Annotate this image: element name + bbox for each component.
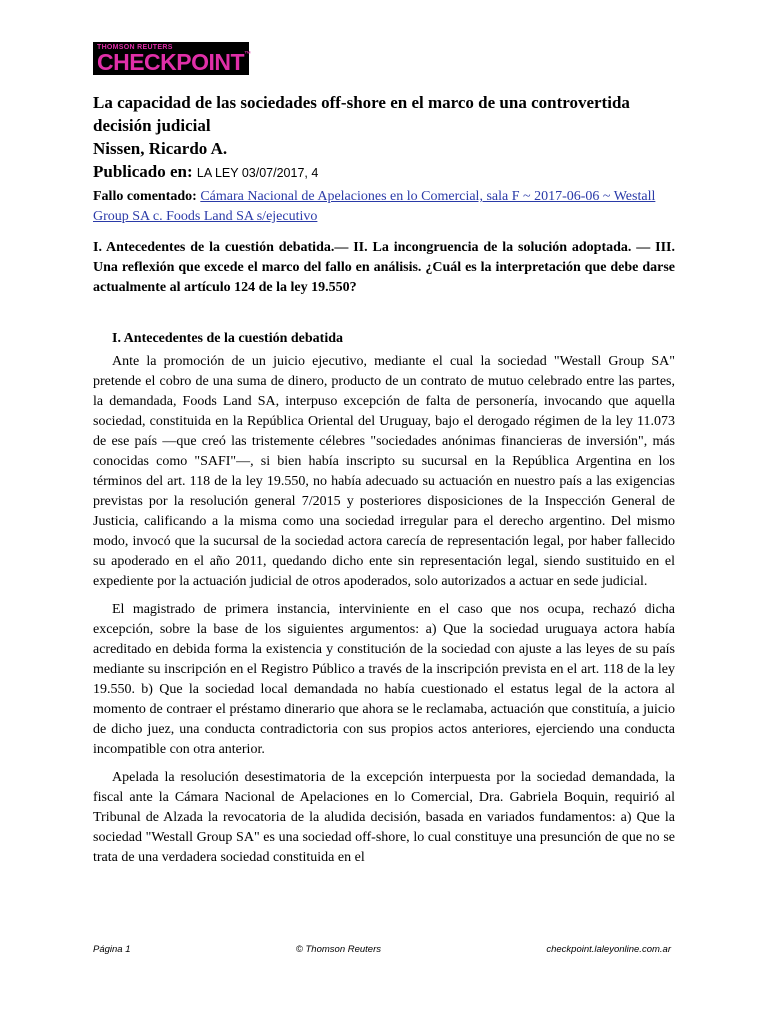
page-footer <box>93 944 671 955</box>
paragraph: El magistrado de primera instancia, interviniente en el caso que nos ocupa, rechazó dicha excepción, sobre la base de los siguientes argumentos: a) Que la sociedad uruguaya actora había acreditado en debida forma la existencia y constitución de la sociedad con ajuste a las leyes de su país mediante su inscripción en el Registro Público a través de la inscripción prevista en el art. 118 de la ley 19.550. b) Que la sociedad local demandada no había cuestionado el estatus legal de la actora al momento de contraer el préstamo dinerario que ahora se le reclamaba, actuación que constituía, a juicio de dicho juez, una conducta contradictoria con sus propios actos anteriores, ejerciendo una conducta incompatible con otra anterior. <box>93 602 675 757</box>
fallo-label: Fallo comentado: <box>93 189 197 204</box>
published-label: Publicado en: <box>93 162 193 181</box>
footer-copyright: © Thomson Reuters <box>295 944 382 955</box>
paragraph: Apelada la resolución desestimatoria de la excepción interpuesta por la sociedad demandada, la fiscal ante la Cámara Nacional de Apelaciones en lo Comercial, Dra. Gabriela Boquin, requirió al Tribunal de Alzada la revocatoria de la aludida decisión, basada en variados fundamentos: a) Que la sociedad "Westall Group SA" es una sociedad off-shore, lo cual constituye una presunción de que no se trata de una verdadera sociedad constituida en el <box>93 770 675 865</box>
document-author: Nissen, Ricardo A. <box>93 139 228 158</box>
document-title: La capacidad de las sociedades off-shore en el marco de una controvertida decisión judicial <box>93 93 630 135</box>
publication-line <box>93 160 675 185</box>
fallo-comentado <box>93 187 675 227</box>
checkpoint-logo <box>93 42 249 75</box>
published-value: LA LEY 03/07/2017, 4 <box>196 166 319 180</box>
fallo-link[interactable]: Cámara Nacional de Apelaciones en lo Comercial, sala F ~ 2017-06-06 ~ Westall Group SA c. Foods Land SA s/ejecutivo <box>93 189 656 224</box>
document-page <box>93 42 675 868</box>
summary-index: I. Antecedentes de la cuestión debatida.— II. La incongruencia de la solución adoptada. — III. Una reflexión que excede el marco del fallo en análisis. ¿Cuál es la interpretación que debe darse actualmente al artículo 124 de la ley 19.550? <box>93 240 675 295</box>
footer-site: checkpoint.laleyonline.com.ar <box>546 944 671 955</box>
logo-tagline: THOMSON REUTERS <box>97 44 173 51</box>
logo-wordmark: CHECKPOINT™ <box>97 49 251 75</box>
section-heading: I. Antecedentes de la cuestión debatida <box>112 331 343 346</box>
paragraph: Ante la promoción de un juicio ejecutivo, mediante el cual la sociedad "Westall Group SA" pretende el cobro de una suma de dinero, producto de un contrato de mutuo celebrado entre las partes, la demandada, Foods Land SA, interpuso excepción de falta de personería, invocando que aquella sociedad, constituida en la República Oriental del Uruguay, bajo el derogado régimen de la ley 11.073 de ese país —que creó las tristemente célebres "sociedades anónimas financieras de inversión", más conocidas como "SAFI"—, si bien había inscripto su sucursal en la República Argentina en los términos del art. 118 de la ley 19.550, no había adecuado su actuación en nuestro país a las exigencias previstas por la resolución general 7/2015 y posteriores disposiciones de la Inspección General de Justicia, calificando a la misma como una sociedad irregular para el derecho argentino. Del mismo modo, invocó que la sucursal de la sociedad actora carecía de representación legal, por haber fallecido su apoderado en el año 2011, quedando dicho ente sin representación legal, siendo sustituido en el expediente por la actuación judicial de otros apoderados, solo autorizados a actuar en sede judicial. <box>93 354 675 589</box>
footer-page-number: Página 1 <box>93 944 131 955</box>
